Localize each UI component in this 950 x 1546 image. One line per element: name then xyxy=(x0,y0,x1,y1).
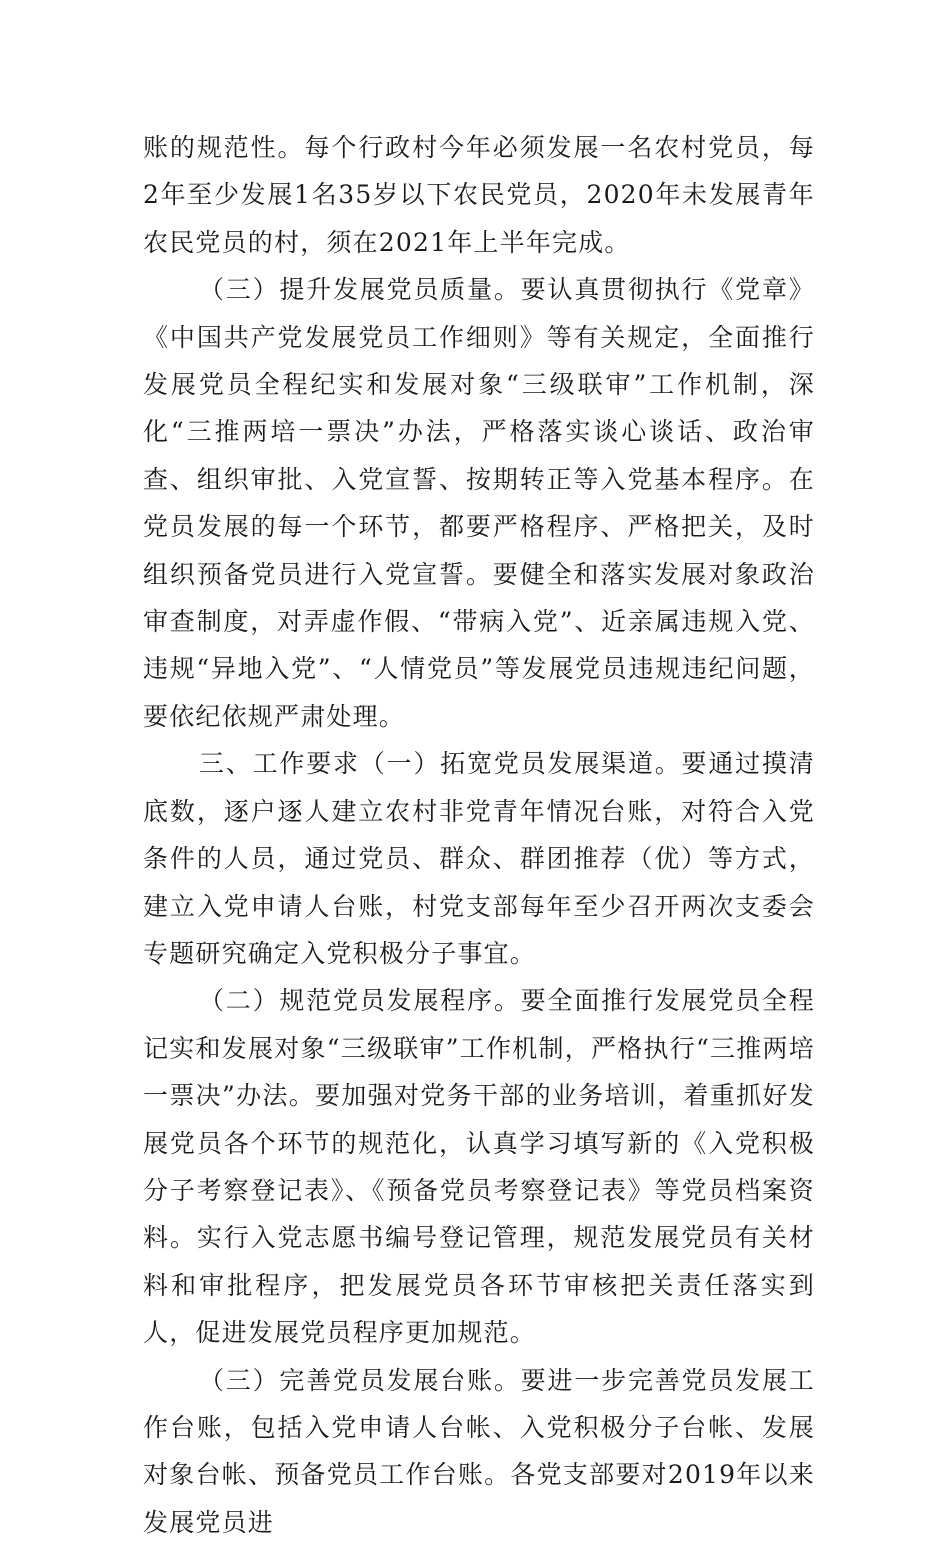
paragraph-work-requirements: 三、工作要求（一）拓宽党员发展渠道。要通过摸清底数，逐户逐人建立农村非党青年情况台账，对符合入党条件的人员，通过党员、群众、群团推荐（优）等方式，建立入党申请人台账，村党支部每年至少召开两次支委会专题研究确定入党积极分子事宜。 xyxy=(143,749,815,968)
document-body xyxy=(143,124,815,1546)
paragraph-standardize-procedure: （二）规范党员发展程序。要全面推行发展党员全程记实和发展对象“三级联审”工作机制，严格执行“三推两培一票决”办法。要加强对党务干部的业务培训，着重抓好发展党员各个环节的规范化，认真学习填写新的《入党积极分子考察登记表》、《预备党员考察登记表》等党员档案资料。实行入党志愿书编号登记管理，规范发展党员有关材料和审批程序，把发展党员各环节审核把关责任落实到人，促进发展党员程序更加规范。 xyxy=(143,986,815,1348)
paragraph-improve-ledger: （三）完善党员发展台账。要进一步完善党员发展工作台账，包括入党申请人台帐、入党积极分子台帐、发展对象台帐、预备党员工作台账。各党支部要对2019年以来发展党员进 xyxy=(143,1365,815,1537)
paragraph-continuation: 账的规范性。每个行政村今年必须发展一名农村党员，每2年至少发展1名35岁以下农民党员，2020年未发展青年农民党员的村，须在2021年上半年完成。 xyxy=(143,133,815,257)
paragraph-improve-quality: （三）提升发展党员质量。要认真贯彻执行《党章》《中国共产党发展党员工作细则》等有关规定，全面推行发展党员全程纪实和发展对象“三级联审”工作机制，深化“三推两培一票决”办法，严格落实谈心谈话、政治审查、组织审批、入党宣誓、按期转正等入党基本程序。在党员发展的每一个环节，都要严格程序、严格把关，及时组织预备党员进行入党宣誓。要健全和落实发展对象政治审查制度，对弄虚作假、“带病入党”、近亲属违规入党、违规“异地入党”、“人情党员”等发展党员违规违纪问题，要依纪依规严肃处理。 xyxy=(143,275,815,731)
